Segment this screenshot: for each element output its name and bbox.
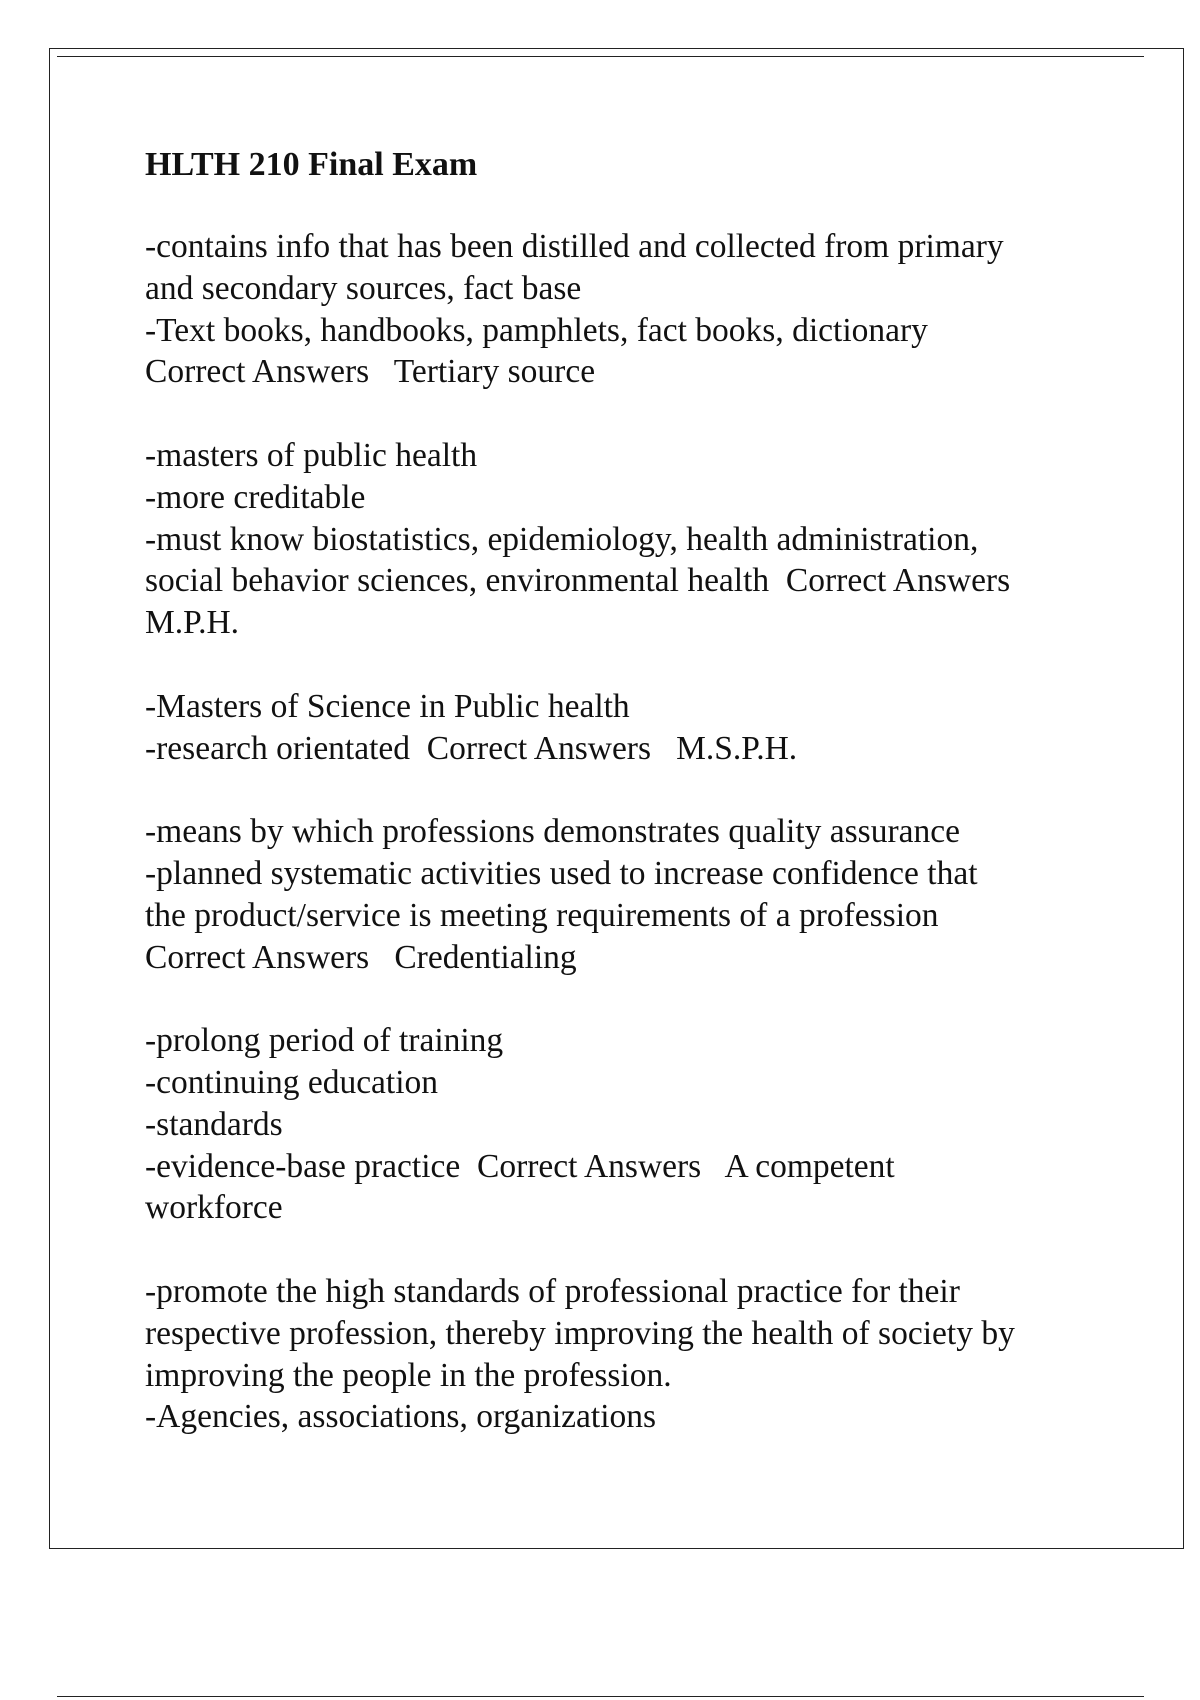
flashcard-msph [145,686,1105,770]
card-line: improving the people in the profession. [145,1356,672,1394]
card-line: -promote the high standards of professional practice for their [145,1272,960,1310]
card-line: -more creditable [145,478,366,516]
card-line: workforce [145,1189,283,1227]
card-answer-line: Correct Answers Credentialing [145,938,577,976]
card-answer-line: -research orientated Correct Answers M.S.P.H. [145,729,798,767]
card-line: -continuing education [145,1063,439,1101]
flashcard-mph [145,435,1105,644]
bottom-rule [57,1696,1144,1697]
page-title: HLTH 210 Final Exam [145,146,478,183]
card-line: -contains info that has been distilled and collected from primary [145,228,1004,265]
card-line: -prolong period of training [145,1022,504,1060]
top-rule [57,56,1144,57]
card-line: -planned systematic activities used to increase confidence that [145,854,978,892]
document-body [145,144,1105,1480]
card-line: the product/service is meeting requirements of a profession [145,896,939,934]
card-line: -must know biostatistics, epidemiology, health administration, [145,520,979,558]
card-answer-line: -evidence-base practice Correct Answers A competent [145,1147,895,1185]
card-answer-line: social behavior sciences, environmental health Correct Answers [145,562,1011,600]
flashcard-tertiary-source [145,226,1105,393]
flashcard-credentialing [145,811,1105,978]
flashcard-competent-workforce [145,1020,1105,1229]
card-answer-line: Correct Answers Tertiary source [145,353,596,391]
card-line: and secondary sources, fact base [145,269,582,307]
card-line: respective profession, thereby improving the health of society by [145,1314,1015,1352]
card-line: -Text books, handbooks, pamphlets, fact books, dictionary [145,311,928,349]
flashcard-professional-associations [145,1271,1105,1438]
card-line: M.P.H. [145,604,240,642]
card-line: -means by which professions demonstrates quality assurance [145,813,960,851]
card-line: -masters of public health [145,436,478,474]
card-line: -Masters of Science in Public health [145,687,630,725]
card-line: -Agencies, associations, organizations [145,1398,657,1436]
card-line: -standards [145,1105,283,1143]
